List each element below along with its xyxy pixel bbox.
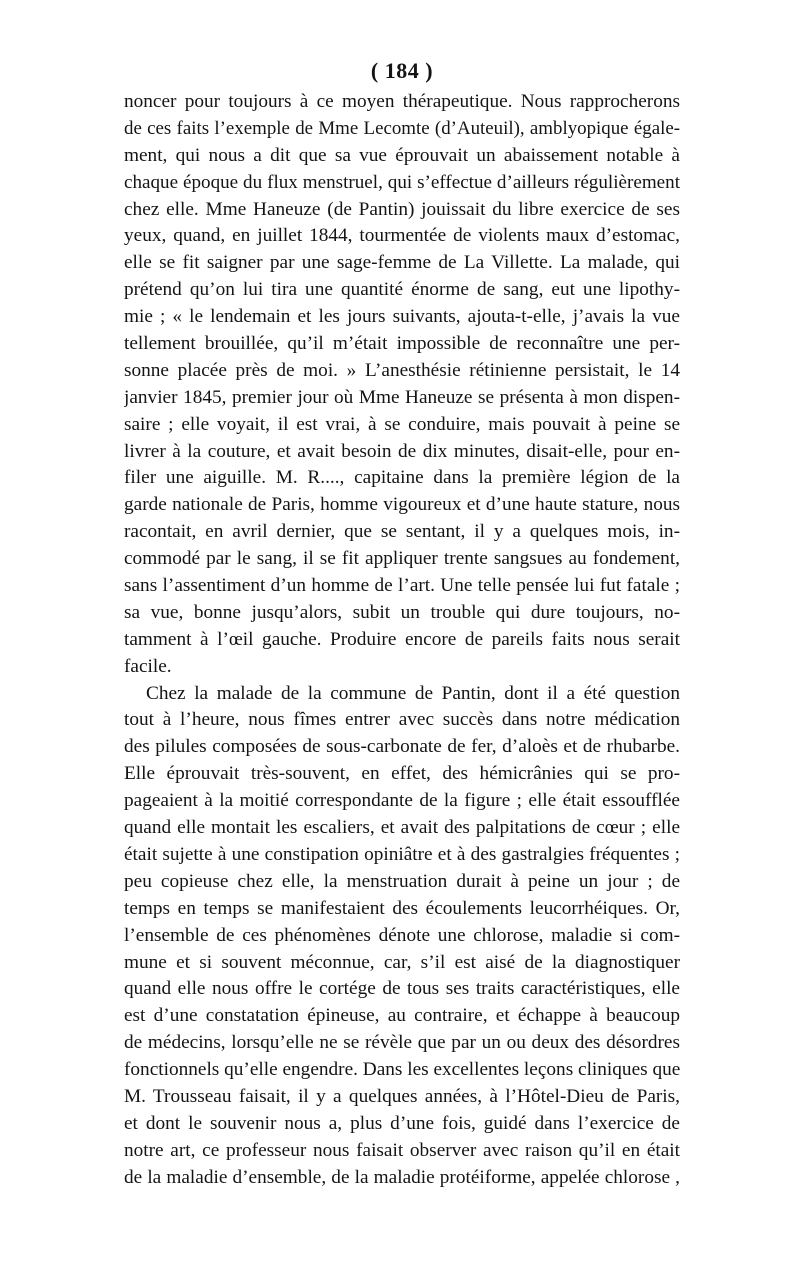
text-line: temps en temps se manifestaient des écoulements leucorrhéiques. Or, [124, 897, 680, 919]
text-line: livrer à la couture, et avait besoin de dix minutes, disait-elle, pour en- [124, 440, 680, 462]
text-line: quand elle nous offre le cortége de tous ses traits caractéristiques, elle [124, 978, 680, 1000]
book-page [124, 58, 680, 1238]
text-line: est d’une constatation épineuse, au contraire, et échappe à beaucoup [124, 1005, 680, 1027]
text-line: Chez la malade de la commune de Pantin, dont il a été question [146, 682, 680, 704]
text-line: filer une aiguille. M. R...., capitaine dans la première légion de la [124, 467, 680, 489]
text-line: de ces faits l’exemple de Mme Lecomte (d’Auteuil), amblyopique égale- [124, 117, 680, 139]
page-number: ( 184 ) [370, 58, 434, 83]
text-line: de médecins, lorsqu’elle ne se révèle que par un ou deux des désordres [124, 1032, 680, 1054]
text-line: tamment à l’œil gauche. Produire encore de pareils faits nous serait [124, 628, 680, 650]
text-line: de la maladie d’ensemble, de la maladie protéiforme, appelée chlorose , [124, 1166, 680, 1188]
text-line: ment, qui nous a dit que sa vue éprouvait un abaissement notable à [124, 144, 680, 166]
text-line: M. Trousseau faisait, il y a quelques années, à l’Hôtel-Dieu de Paris, [124, 1085, 680, 1107]
text-line: commodé par le sang, il se fit appliquer trente sangsues au fondement, [124, 548, 680, 570]
text-line: sonne placée près de moi. » L’anesthésie rétinienne persistait, le 14 [124, 359, 680, 381]
text-line: l’ensemble de ces phénomènes dénote une chlorose, maladie si com- [124, 924, 680, 946]
text-line: yeux, quand, en juillet 1844, tourmentée de violents maux d’estomac, [124, 225, 680, 247]
text-line: Elle éprouvait très-souvent, en effet, des hémicrânies qui se pro- [124, 763, 680, 785]
text-line: peu copieuse chez elle, la menstruation durait à peine un jour ; de [124, 870, 680, 892]
text-line: saire ; elle voyait, il est vrai, à se conduire, mais pouvait à peine se [124, 413, 680, 435]
text-line: facile. [124, 655, 172, 677]
text-line: janvier 1845, premier jour où Mme Haneuze se présenta à mon dispen- [124, 386, 680, 408]
body-text [124, 89, 680, 1192]
text-line: tout à l’heure, nous fîmes entrer avec succès dans notre médication [124, 709, 680, 731]
text-line: des pilules composées de sous-carbonate de fer, d’aloès et de rhubarbe. [124, 736, 680, 758]
text-line: chez elle. Mme Haneuze (de Pantin) jouissait du libre exercice de ses [124, 198, 680, 220]
text-line: elle se fit saigner par une sage-femme de La Villette. La malade, qui [124, 252, 680, 274]
text-line: prétend qu’on lui tira une quantité énorme de sang, eut une lipothy- [124, 279, 680, 301]
text-line: fonctionnels qu’elle engendre. Dans les excellentes leçons cliniques que [124, 1059, 680, 1081]
text-line: mie ; « le lendemain et les jours suivants, ajouta-t-elle, j’avais la vue [124, 306, 680, 328]
text-line: pageaient à la moitié correspondante de la figure ; elle était essoufflée [124, 790, 680, 812]
text-line: et dont le souvenir nous a, plus d’une fois, guidé dans l’exercice de [124, 1112, 680, 1134]
text-line: tellement brouillée, qu’il m’était impossible de reconnaître une per- [124, 333, 680, 355]
text-line: chaque époque du flux menstruel, qui s’effectue d’ailleurs régulièrement [124, 171, 680, 193]
text-line: quand elle montait les escaliers, et avait des palpitations de cœur ; elle [124, 817, 680, 839]
text-line: était sujette à une constipation opiniâtre et à des gastralgies fréquentes ; [124, 843, 680, 865]
text-line: garde nationale de Paris, homme vigoureux et d’une haute stature, nous [124, 494, 680, 516]
text-line: sans l’assentiment d’un homme de l’art. Une telle pensée lui fut fatale ; [124, 575, 680, 597]
text-line: noncer pour toujours à ce moyen thérapeutique. Nous rapprocherons [124, 91, 680, 112]
text-line: mune et si souvent méconnue, car, s’il est aisé de la diagnostiquer [124, 951, 680, 973]
text-line: notre art, ce professeur nous faisait observer avec raison qu’il en était [124, 1139, 680, 1161]
text-line: sa vue, bonne jusqu’alors, subit un trouble qui dure toujours, no- [124, 601, 680, 623]
text-line: racontait, en avril dernier, que se sentant, il y a quelques mois, in- [124, 521, 680, 543]
